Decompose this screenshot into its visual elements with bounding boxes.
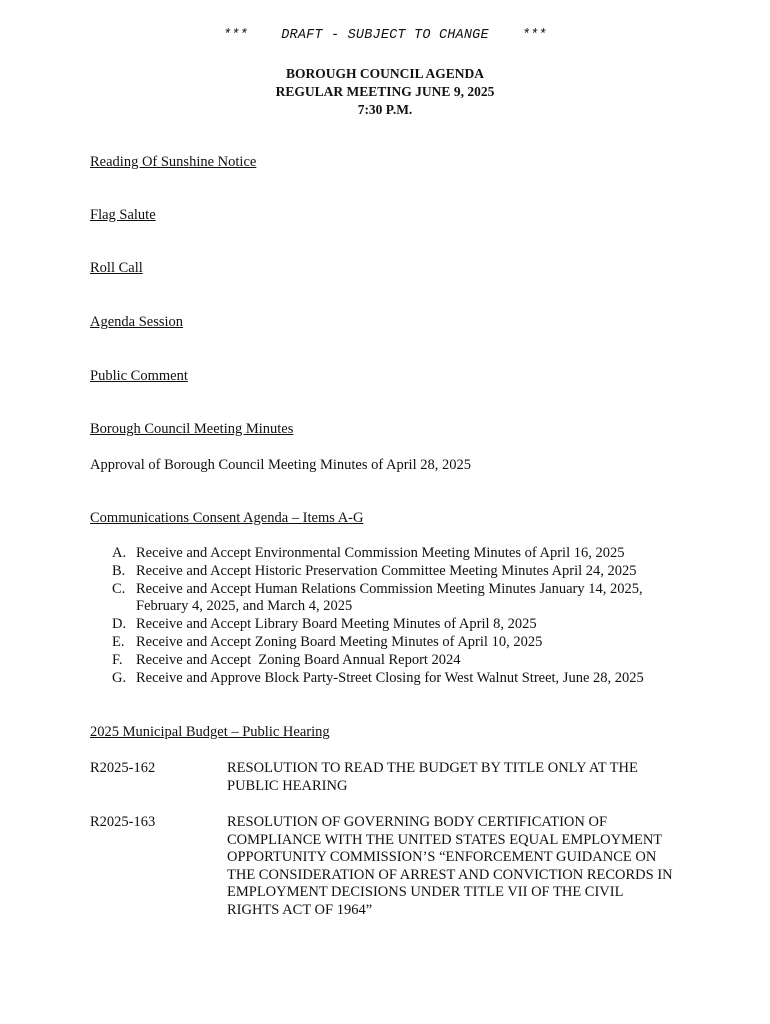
resolution-number: R2025-162 (90, 760, 156, 776)
agenda-title: BOROUGH COUNCIL AGENDA (285, 66, 485, 81)
list-item: B. Receive and Accept Historic Preservation Committee Meeting Minutes April 24, 2025 (112, 562, 637, 579)
consent-items-list (90, 545, 690, 687)
list-item: E. Receive and Accept Zoning Board Meeting Minutes of April 10, 2025 (112, 633, 543, 650)
list-item: G. Receive and Approve Block Party-Street Closing for West Walnut Street, June 28, 2025 (112, 669, 644, 686)
list-item: F. Receive and Accept Zoning Board Annual Report 2024 (112, 651, 461, 668)
draft-banner: *** DRAFT - SUBJECT TO CHANGE *** (223, 28, 547, 43)
minutes-approval: Approval of Borough Council Meeting Minutes of April 28, 2025 (90, 457, 471, 473)
meeting-date: REGULAR MEETING JUNE 9, 2025 (275, 84, 495, 99)
meeting-time: 7:30 P.M. (357, 102, 413, 117)
section-flag-salute: Flag Salute (90, 207, 156, 223)
resolution-text: RESOLUTION OF GOVERNING BODY CERTIFICATION OF COMPLIANCE WITH THE UNITED STATES EQUAL EMPLOYMENT OPPORTUNITY COMMISSION’S “ENFORCEMENT GUIDANCE ON THE CONSIDERATION OF ARREST AND CONVICTION RECORDS IN EMPLOYMENT DECISIONS UNDER TITLE VII OF THE CIVIL RIGHTS ACT OF 1964” (227, 814, 673, 918)
section-council-minutes: Borough Council Meeting Minutes (90, 421, 294, 437)
list-item: C. Receive and Accept Human Relations Commission Meeting Minutes January 14, 2025, February 4, 2025, and March 4, 2025 (112, 580, 643, 615)
section-municipal-budget: 2025 Municipal Budget – Public Hearing (90, 724, 330, 740)
resolution-text: RESOLUTION TO READ THE BUDGET BY TITLE ONLY AT THE PUBLIC HEARING (227, 760, 638, 794)
list-item: D. Receive and Accept Library Board Meeting Minutes of April 8, 2025 (112, 616, 537, 633)
section-roll-call: Roll Call (90, 260, 143, 276)
agenda-header (0, 65, 770, 119)
list-item: A. Receive and Accept Environmental Commission Meeting Minutes of April 16, 2025 (112, 545, 625, 561)
section-consent-agenda: Communications Consent Agenda – Items A-G (90, 510, 364, 526)
section-sunshine-notice: Reading Of Sunshine Notice (90, 154, 257, 170)
resolution-number: R2025-163 (90, 814, 156, 830)
section-public-comment: Public Comment (90, 368, 188, 384)
section-agenda-session: Agenda Session (90, 314, 184, 330)
